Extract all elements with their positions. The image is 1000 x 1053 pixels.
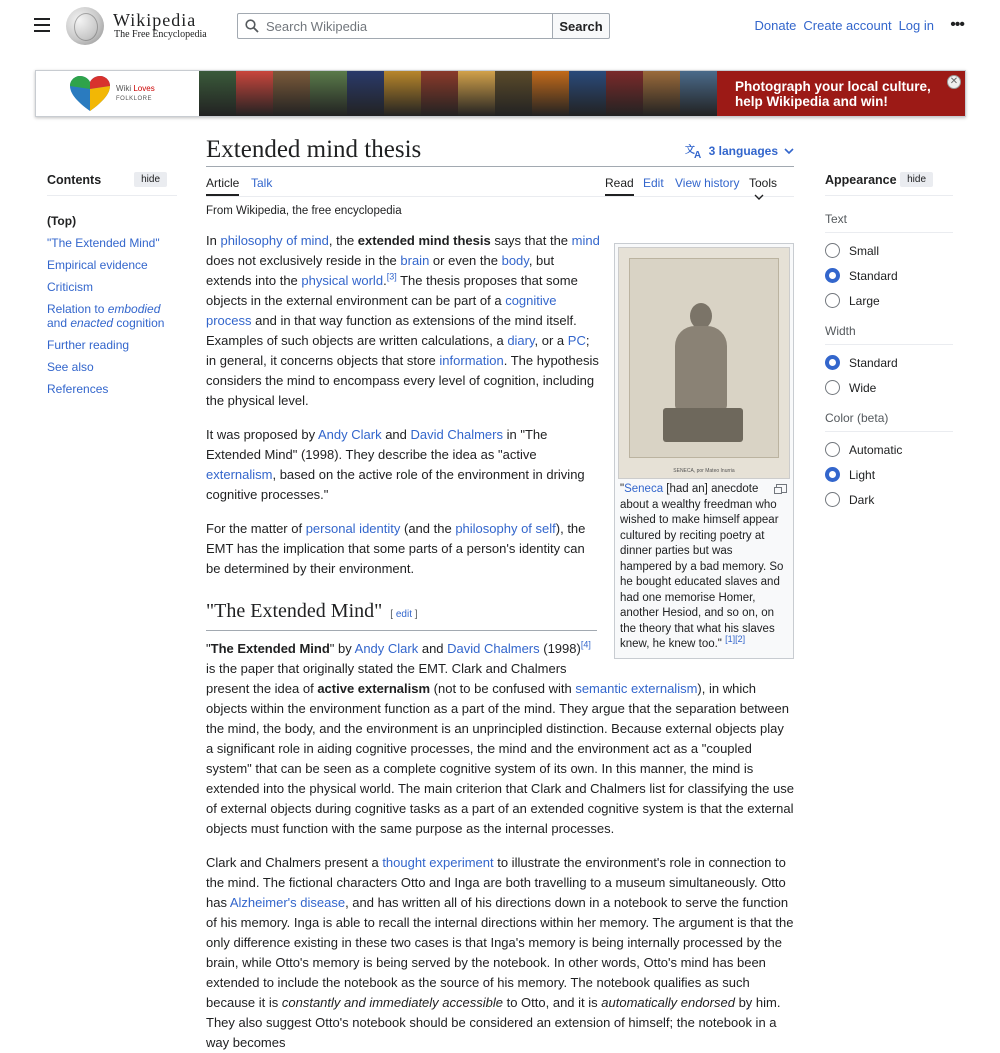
banner-photo [310, 71, 347, 116]
toc-item-extended-mind[interactable]: "The Extended Mind" [47, 236, 160, 250]
width-option-wide[interactable] [825, 380, 953, 395]
tagline: The Free Encyclopedia [114, 29, 207, 40]
radio-label: Standard [849, 268, 898, 283]
appearance-hide-button[interactable]: hide [900, 172, 933, 187]
color-label: Color (beta) [825, 411, 953, 432]
figure-caption: "Seneca [had an] anecdote about a wealthy freedman who wished to make himself appear cultured by reciting poetry at dinner parties but was hampered by a bad memory. So he bought educated slaves and had one memorise Homer, another Hesiod, and so on, on the theory that what his slaves knew, he knew too." [1][2] [618, 479, 790, 655]
heart-puzzle-icon [68, 75, 112, 113]
page-tabs [206, 167, 794, 197]
radio-label: Light [849, 467, 876, 482]
text-size-label: Text [825, 212, 953, 233]
toc-item-further-reading[interactable]: Further reading [47, 338, 130, 352]
wiki-loves-folklore-logo [36, 71, 199, 116]
tools-menu[interactable]: Tools [749, 176, 794, 208]
radio-label: Small [849, 243, 880, 258]
toc-item-criticism[interactable]: Criticism [47, 280, 93, 294]
wordmark: Wikipedia [113, 10, 197, 30]
width-option-standard[interactable] [825, 355, 953, 370]
link-information[interactable]: information [439, 353, 504, 368]
radio-label: Standard [849, 355, 898, 370]
link-david-chalmers[interactable]: David Chalmers [447, 641, 540, 656]
radio-icon [825, 442, 840, 457]
paragraph: Clark and Chalmers present a thought experiment to illustrate the environment's role in connection to the mind. The fictional characters Otto and Inga are both travelling to a museum simultaneously. Otto has Alzheimer's disease, and has written all of his directions down in a notebook to serve the function of his memory. Inga is able to recall the internal directions within her memory. The argument is that the only difference existing in these two cases is that Inga's memory is being internally processed by the brain, while Otto's memory is being served by the notebook. In other words, Otto's mind has been extended to include the notebook as the source of his memory. The notebook qualifies as such because it is constantly and immediately accessible to Otto, and it is automatically endorsed by him. They also suggest Otto's notebook should be considered an extension of himself; the notebook in a way becomes [206, 855, 794, 1050]
radio-icon [825, 467, 840, 482]
toc-item-empirical-evidence[interactable]: Empirical evidence [47, 258, 148, 272]
paragraph: For the matter of personal identity (and the philosophy of self), the EMT has the implication that some parts of a person's identity can be determined by their environment. [206, 521, 586, 576]
page-title: Extended mind thesis [206, 136, 422, 163]
link-physical-world[interactable]: physical world [301, 273, 384, 288]
banner-photo [421, 71, 458, 116]
ref-1[interactable]: [1] [725, 634, 736, 645]
text-size-option-small[interactable] [825, 243, 953, 258]
link-pc[interactable]: PC [567, 333, 586, 348]
appearance-panel [825, 172, 953, 507]
language-count: 3 languages [708, 144, 778, 158]
link-thought-experiment[interactable]: thought experiment [382, 855, 494, 870]
width-label: Width [825, 324, 953, 345]
link-brain[interactable]: brain [400, 253, 430, 268]
svg-text:文: 文 [684, 145, 695, 156]
tab-read[interactable]: Read [605, 176, 634, 196]
radio-icon [825, 243, 840, 258]
radio-icon [825, 492, 840, 507]
banner-photo [236, 71, 273, 116]
language-button[interactable] [685, 143, 794, 159]
wikipedia-logo[interactable] [66, 7, 216, 45]
color-option-dark[interactable] [825, 492, 953, 507]
search-form [237, 13, 610, 39]
link-cognitive-process[interactable]: cognitive process [206, 293, 557, 328]
wlf-wordmark: Wiki Loves FOLKLORE [116, 84, 155, 102]
search-button[interactable]: Search [552, 13, 610, 39]
radio-label: Wide [849, 380, 877, 395]
user-links [754, 18, 934, 33]
donate-link[interactable]: Donate [754, 18, 797, 33]
globe-icon [66, 7, 104, 45]
text-size-option-large[interactable] [825, 293, 953, 308]
banner-photo [458, 71, 495, 116]
banner-photo [495, 71, 532, 116]
toc-title: Contents [47, 172, 102, 187]
color-option-automatic[interactable] [825, 442, 953, 457]
tab-view-history[interactable]: View history [675, 176, 740, 190]
banner-photo [273, 71, 310, 116]
ref-2[interactable]: [2] [735, 634, 746, 645]
color-option-light[interactable] [825, 467, 953, 482]
link-alzheimers-disease[interactable]: Alzheimer's disease [229, 895, 346, 910]
radio-label: Large [849, 293, 880, 308]
banner-photo [532, 71, 569, 116]
seneca-statue-image[interactable]: SENECA, por Mateo Inurria [618, 247, 790, 479]
text-size-options [825, 243, 953, 308]
enlarge-icon[interactable] [776, 484, 787, 493]
tab-article[interactable]: Article [206, 176, 239, 196]
close-icon[interactable]: ✕ [947, 75, 961, 89]
appearance-title: Appearance [825, 172, 897, 187]
paragraph: "The Extended Mind" by Andy Clark and David Chalmers (1998)[4] is the paper that originally stated the EMT. Clark and Chalmers present the idea of active externalism (not to be confused with semantic externalism), in which objects within the environment function as a part of the mind. They argue that the separation between the mind, the body, and the environment is an unprincipled distinction. Because external objects play a significant role in aiding cognitive processes, the mind and the environment act as a "coupled system" that can be seen as a complete cognitive system of its own. In this manner, the mind is extended into the physical world. The main criterion that Clark and Chalmers list for classifying the use of external objects during cognitive tasks as a part of an extended cognitive system is that the external objects must function with the same purpose as the internal processes. [206, 639, 794, 836]
section-heading: "The Extended Mind" [ edit ] [206, 601, 597, 631]
link-andy-clark[interactable]: Andy Clark [354, 641, 419, 656]
toc-item-top[interactable]: (Top) [47, 214, 77, 228]
section-edit-link[interactable]: [ edit ] [390, 609, 418, 620]
toc-hide-button[interactable]: hide [134, 172, 167, 187]
banner-photo [606, 71, 643, 116]
ref-4[interactable]: [4] [580, 639, 591, 650]
banner-photo [680, 71, 717, 116]
campaign-banner[interactable] [35, 70, 966, 117]
link-personal-identity[interactable]: personal identity [305, 521, 401, 536]
radio-icon [825, 355, 840, 370]
link-mind[interactable]: mind [571, 233, 600, 248]
link-seneca[interactable]: Seneca [624, 483, 664, 495]
color-options [825, 442, 953, 507]
link-semantic-externalism[interactable]: semantic externalism [575, 681, 698, 696]
chevron-down-icon [784, 147, 794, 155]
banner-photo [199, 71, 236, 116]
radio-icon [825, 268, 840, 283]
paragraph: In philosophy of mind, the extended mind thesis says that the mind does not exclusively reside in the brain or even the body, but extends into the physical world.[3] The thesis proposes that some objects in the external environment can be part of a cognitive process and in that way function as extensions of the mind itself. Examples of such objects are written calculations, a diary, or a PC; in general, it concerns objects that store information. The hypothesis considers the mind to encompass every level of cognition, including the physical level. [206, 233, 600, 408]
radio-label: Automatic [849, 442, 903, 457]
toc-item-see-also[interactable]: See also [47, 360, 94, 374]
link-andy-clark[interactable]: Andy Clark [318, 427, 382, 442]
ref-3[interactable]: [3] [386, 271, 397, 282]
more-options-icon[interactable]: ••• [950, 16, 964, 33]
svg-text:A: A [693, 150, 701, 159]
banner-photo [347, 71, 384, 116]
translate-icon [685, 143, 703, 159]
banner-photo [384, 71, 421, 116]
banner-photo [569, 71, 606, 116]
site-sub: From Wikipedia, the free encyclopedia [206, 205, 402, 217]
toc-item-relation[interactable]: Relation to embodied and enacted cognition [47, 302, 165, 330]
tab-edit[interactable]: Edit [643, 176, 664, 190]
create-account-link[interactable]: Create account [803, 18, 892, 33]
text-size-option-standard[interactable] [825, 268, 953, 283]
link-philosophy-of-self[interactable]: philosophy of self [455, 521, 556, 536]
chevron-down-icon [754, 193, 764, 201]
radio-icon [825, 293, 840, 308]
search-input[interactable] [237, 13, 553, 39]
banner-photo [643, 71, 680, 116]
seneca-figure [614, 243, 794, 659]
radio-icon [825, 380, 840, 395]
width-options [825, 355, 953, 395]
link-diary[interactable]: diary [507, 333, 535, 348]
tab-talk[interactable]: Talk [251, 176, 273, 190]
radio-label: Dark [849, 492, 875, 507]
banner-photo-strip [199, 71, 717, 116]
link-david-chalmers[interactable]: David Chalmers [410, 427, 503, 442]
link-philosophy-of-mind[interactable]: philosophy of mind [220, 233, 329, 248]
article-content [206, 136, 794, 1053]
banner-call-to-action[interactable]: Photograph your local culture, help Wikipedia and win! [717, 71, 965, 116]
link-externalism[interactable]: externalism [206, 467, 273, 482]
toc-item-references[interactable]: References [47, 382, 109, 396]
main-menu-button[interactable] [34, 18, 50, 32]
paragraph: It was proposed by Andy Clark and David Chalmers in "The Extended Mind" (1998). They describe the idea as "active externalism, based on the active role of the environment in driving cognitive processes." [206, 427, 585, 502]
log-in-link[interactable]: Log in [898, 18, 934, 33]
table-of-contents [47, 172, 177, 396]
link-body[interactable]: body [501, 253, 529, 268]
